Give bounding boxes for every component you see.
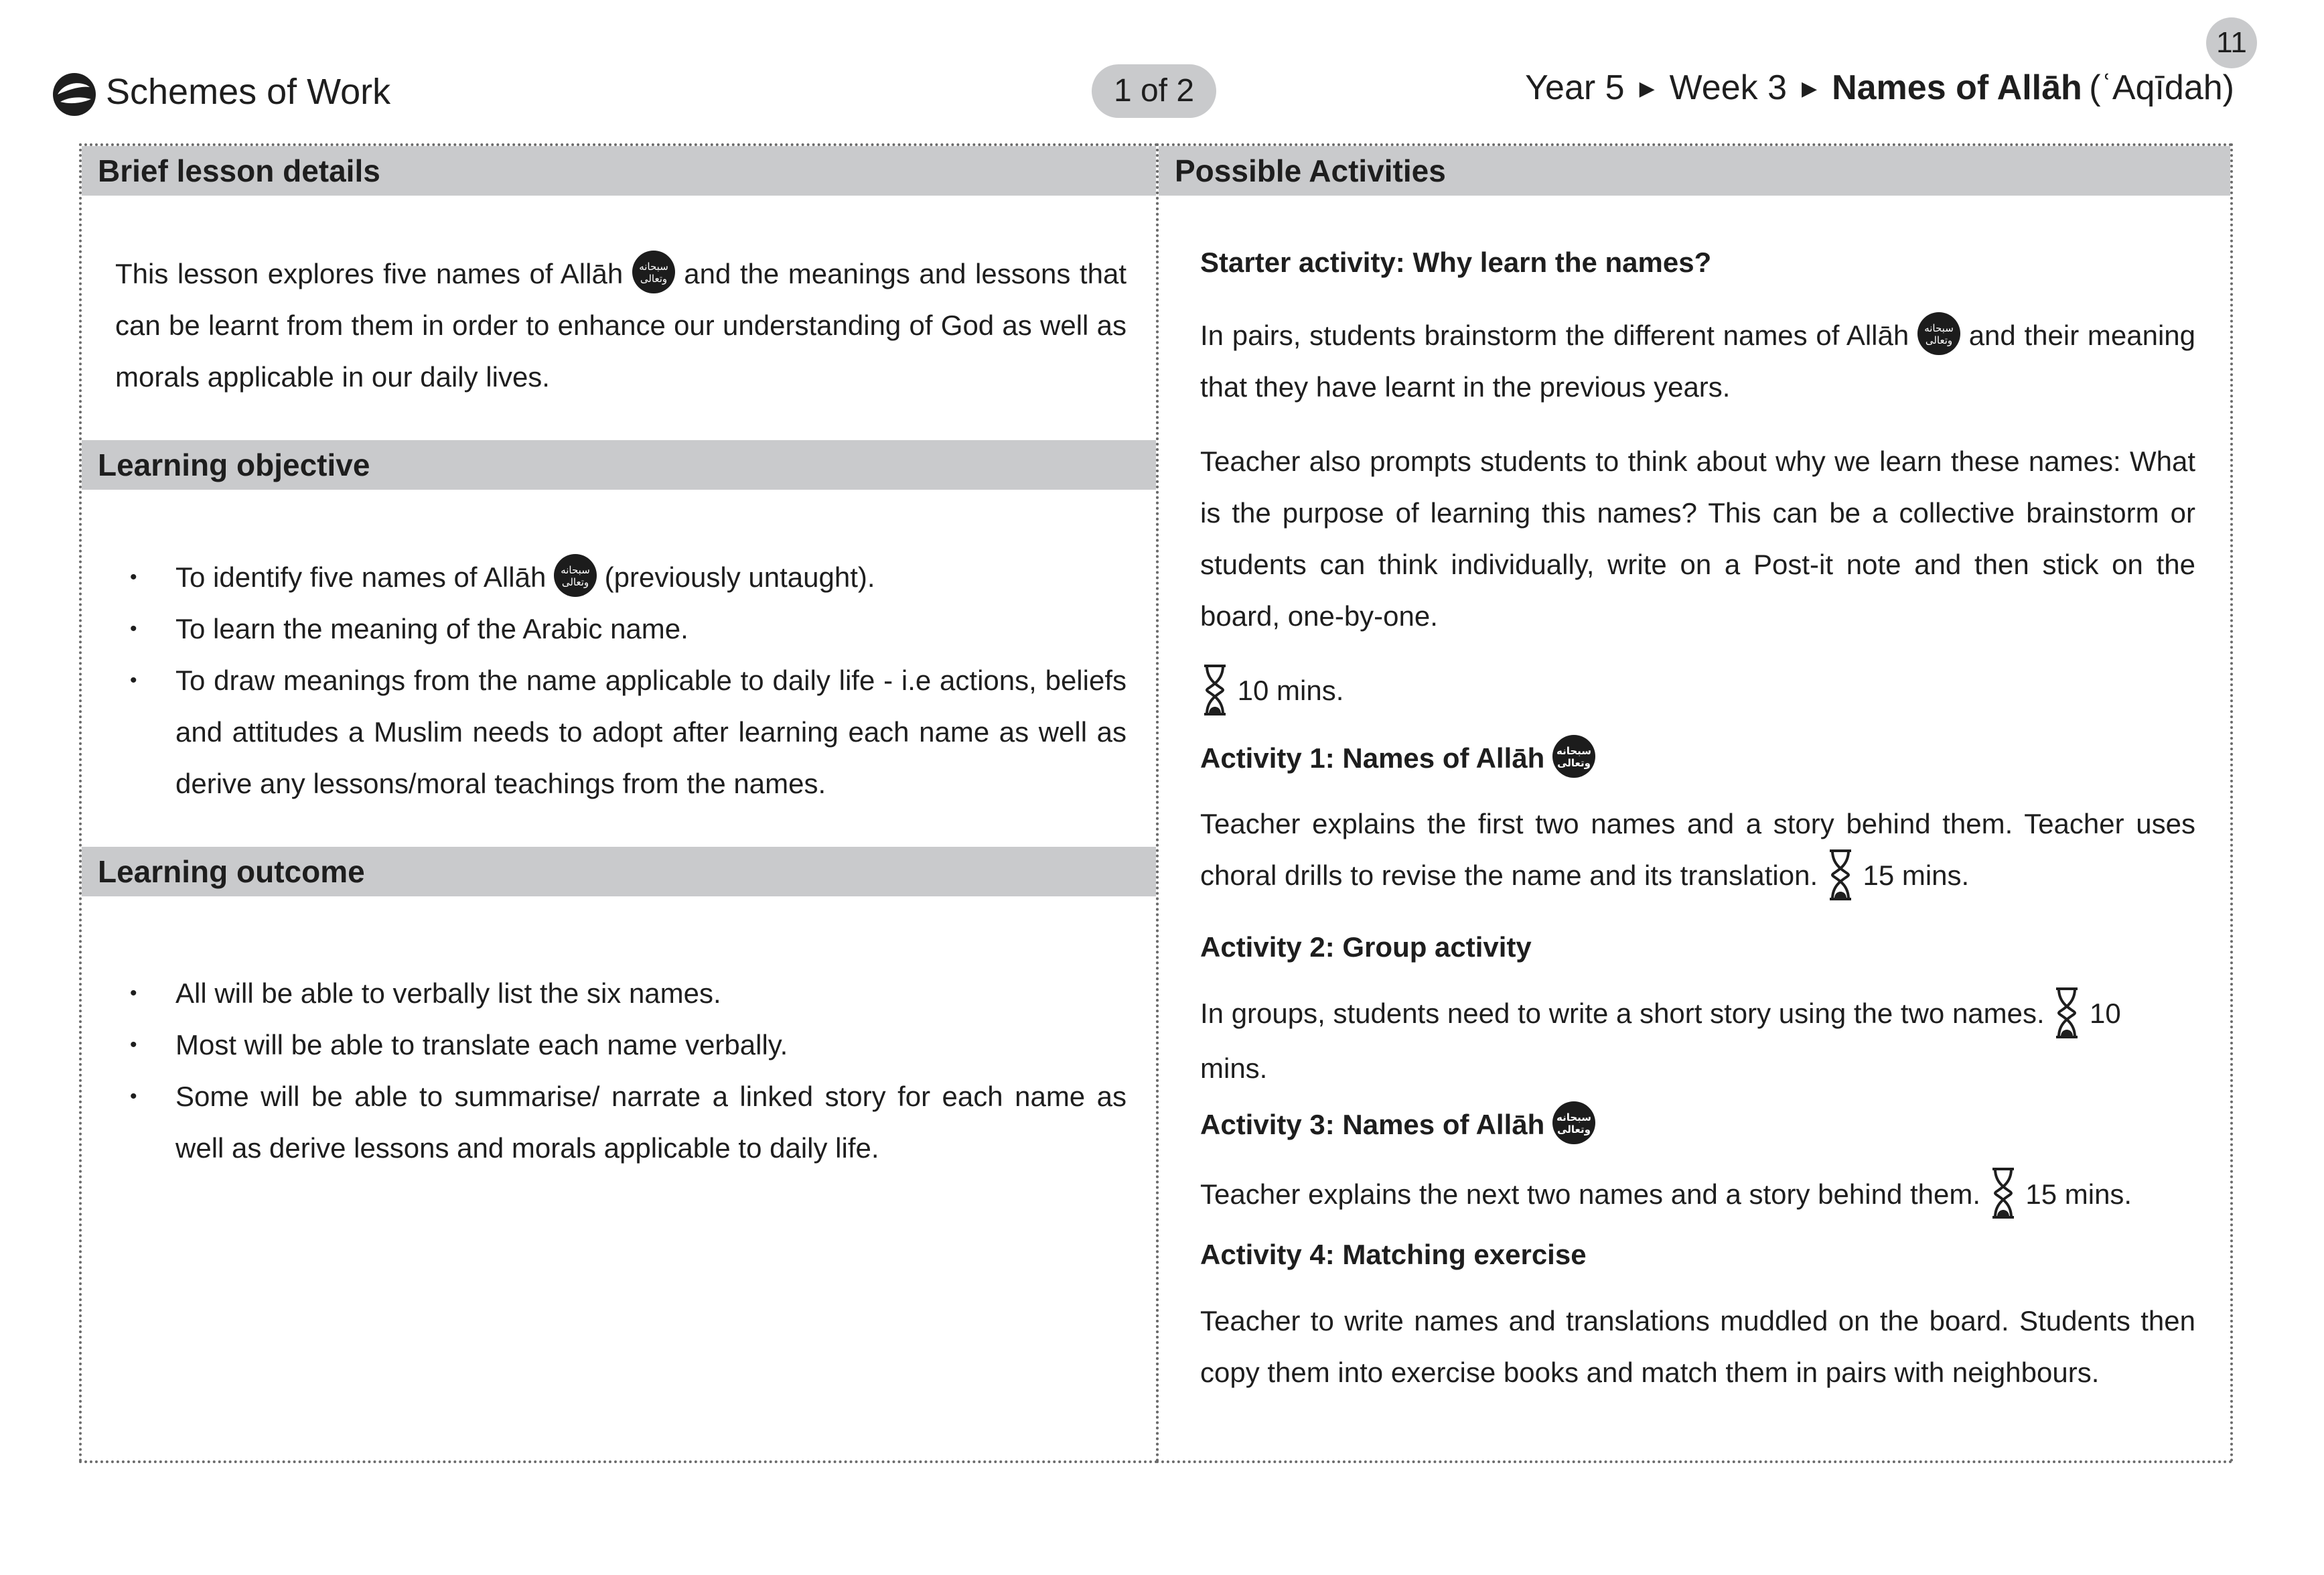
breadcrumb-topic: Names of Allāh bbox=[1832, 68, 2082, 107]
starter-p1-end: and their meaning that they have learnt in the previous years. bbox=[1200, 320, 2196, 403]
list-item: • Some will be able to summarise/ narrate a linked story for each name as well as derive lessons and morals applicable to daily life. bbox=[115, 1071, 1127, 1174]
svg-text:وتعالى: وتعالى bbox=[1557, 1123, 1591, 1136]
hourglass-icon bbox=[2052, 986, 2082, 1040]
activity-4-title: Activity 4: Matching exercise bbox=[1200, 1239, 1587, 1271]
hourglass-icon bbox=[1200, 663, 1230, 717]
starter-p1-start: In pairs, students brainstorm the different names of Allāh bbox=[1200, 320, 1909, 351]
activity-2-title: Activity 2: Group activity bbox=[1200, 931, 1532, 963]
starter-paragraph-2: Teacher also prompts students to think about why we learn these names: What is the purpose of learning this names? This can be a collective brainstorm or students can think individually, write on a Post-it note and then stick on the board, one-by-one. bbox=[1200, 446, 2195, 632]
activity-3-description: Teacher explains the next two names and a story behind them. bbox=[1200, 1178, 1981, 1210]
breadcrumb-year[interactable]: Year 5 bbox=[1525, 68, 1625, 107]
breadcrumb-week[interactable]: Week 3 bbox=[1669, 68, 1787, 107]
svg-text:وتعالى: وتعالى bbox=[640, 272, 667, 285]
chevron-right-icon: ▶ bbox=[1639, 78, 1655, 100]
objective-heading: Learning objective bbox=[82, 440, 1156, 490]
breadcrumb bbox=[1525, 64, 2234, 117]
breadcrumb-category: (ʿAqīdah) bbox=[2089, 68, 2234, 107]
outcome-heading: Learning outcome bbox=[82, 847, 1156, 896]
activity-4-text: Teacher to write names and translations muddled on the board. Students then copy them into exercise books and match them in pairs with neighbours. bbox=[1200, 1305, 2195, 1389]
brief-text-end: and the meanings and lessons that can be learnt from them in order to enhance our understanding of God as well as morals applicable in our daily lives. bbox=[115, 258, 1127, 393]
list-item bbox=[115, 551, 1127, 603]
outcome-list bbox=[82, 967, 1156, 1174]
activity-2-text bbox=[1200, 987, 2195, 1094]
activity-1-title bbox=[1200, 738, 2195, 782]
brief-text-start: This lesson explores five names of Allāh bbox=[115, 258, 624, 289]
subhanahu-badge-icon bbox=[1552, 735, 1595, 778]
list-item: • Most will be able to translate each name verbally. bbox=[115, 1019, 1127, 1071]
subhanahu-badge-icon bbox=[554, 554, 597, 597]
starter-title: Starter activity: Why learn the names? bbox=[1200, 247, 1712, 278]
svg-text:وتعالى: وتعالى bbox=[561, 575, 589, 588]
objective-1-start: To identify five names of Allāh bbox=[175, 561, 547, 593]
logo-icon bbox=[52, 72, 96, 117]
chevron-right-icon: ▶ bbox=[1802, 78, 1818, 100]
activity-1-text bbox=[1200, 798, 2195, 904]
svg-text:وتعالى: وتعالى bbox=[1925, 334, 1953, 346]
list-item: • All will be able to verbally list the six names. bbox=[115, 967, 1127, 1019]
activity-3-title-text: Activity 3: Names of Allāh bbox=[1200, 1108, 1545, 1140]
brand-title: Schemes of Work bbox=[106, 72, 391, 112]
hourglass-icon bbox=[1826, 848, 1855, 902]
page-indicator[interactable]: 1 of 2 bbox=[1092, 64, 1216, 118]
subhanahu-badge-icon bbox=[632, 251, 675, 293]
svg-text:سبحانه: سبحانه bbox=[1924, 322, 1954, 334]
svg-text:سبحانه: سبحانه bbox=[1556, 744, 1591, 757]
activity-3-time: 15 mins. bbox=[2025, 1178, 2132, 1210]
svg-text:وتعالى: وتعالى bbox=[1557, 756, 1591, 769]
activity-2-time: 10 mins. bbox=[1200, 997, 2121, 1084]
svg-text:سبحانه: سبحانه bbox=[1556, 1111, 1591, 1123]
hourglass-icon bbox=[1988, 1166, 2018, 1220]
lesson-details-panel bbox=[79, 143, 1159, 1463]
activity-2-description: In groups, students need to write a short story using the two names. bbox=[1200, 997, 2045, 1029]
activities-heading: Possible Activities bbox=[1159, 146, 2230, 196]
objective-1-end: (previously untaught). bbox=[604, 561, 875, 593]
activity-1-time: 15 mins. bbox=[1863, 859, 1970, 891]
starter-paragraph-1 bbox=[1200, 310, 2195, 413]
svg-text:سبحانه: سبحانه bbox=[561, 563, 590, 576]
subhanahu-badge-icon bbox=[1552, 1101, 1595, 1144]
activity-3-text bbox=[1200, 1168, 2195, 1223]
brief-heading: Brief lesson details bbox=[82, 146, 1156, 196]
svg-text:سبحانه: سبحانه bbox=[638, 260, 668, 273]
activity-1-description: Teacher explains the first two names and a story behind them. Teacher uses choral drills to revise the name and its translation. bbox=[1200, 807, 2195, 891]
page-number: 11 bbox=[2206, 17, 2257, 68]
list-item: • To draw meanings from the name applicable to daily life - i.e actions, beliefs and attitudes a Muslim needs to adopt after learning each name as well as derive any lessons/moral teachings from the names. bbox=[115, 655, 1127, 809]
activity-3-title bbox=[1200, 1105, 2195, 1148]
list-item: • To learn the meaning of the Arabic name. bbox=[115, 603, 1127, 655]
starter-time bbox=[1200, 665, 2195, 720]
subhanahu-badge-icon bbox=[1917, 312, 1960, 355]
starter-time-label: 10 mins. bbox=[1237, 675, 1344, 706]
possible-activities-panel bbox=[1156, 143, 2233, 1463]
brief-text bbox=[82, 248, 1156, 403]
activity-1-title-text: Activity 1: Names of Allāh bbox=[1200, 742, 1545, 774]
objective-list bbox=[82, 551, 1156, 809]
